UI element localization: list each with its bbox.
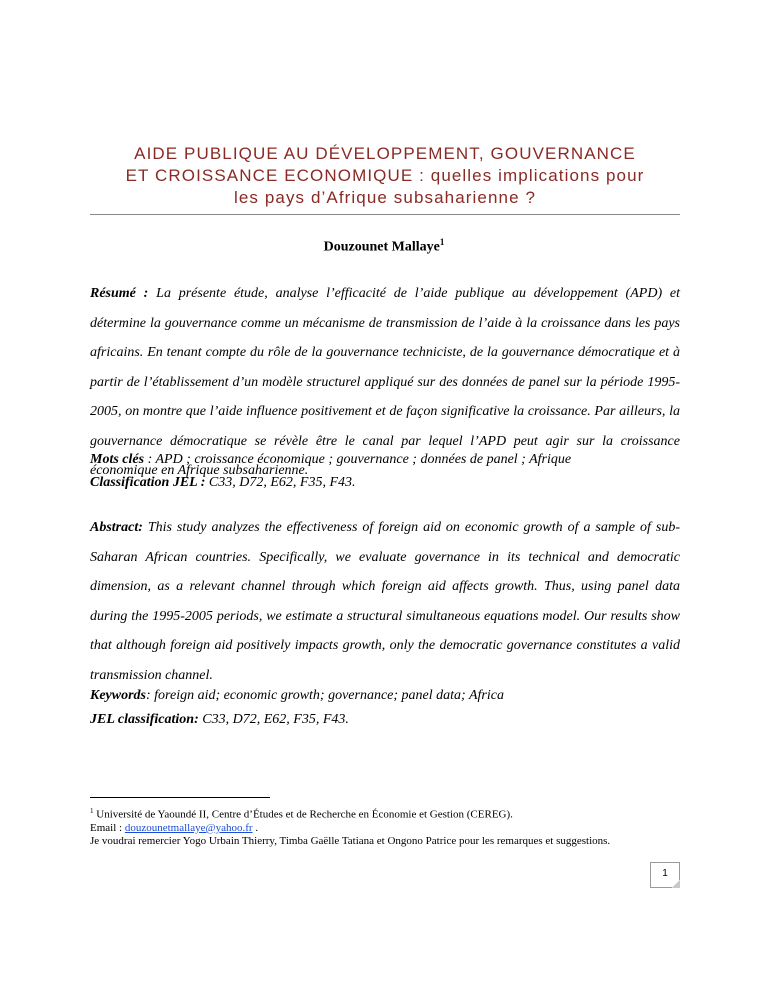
resume-label: Résumé :	[90, 286, 149, 301]
keywords	[90, 688, 680, 704]
footnote	[90, 805, 680, 848]
keywords-text: : foreign aid; economic growth; governance; panel data; Africa	[146, 688, 504, 703]
paper-title	[90, 143, 680, 209]
classification-fr-text: C33, D72, E62, F35, F43.	[205, 475, 356, 490]
footnote-email-label: Email :	[90, 821, 125, 834]
classification-en-label: JEL classification:	[90, 712, 199, 727]
mots-cles	[90, 452, 680, 468]
title-line-1: AIDE PUBLIQUE AU DÉVELOPPEMENT, GOUVERNANCE	[134, 144, 636, 163]
mots-cles-text: : APD ; croissance économique ; gouvernance ; données de panel ; Afrique	[144, 452, 572, 467]
abstract-text: This study analyzes the effectiveness of foreign aid on economic growth of a sample of sub-Saharan African countries. Specifically, we evaluate governance in its technical and democratic dimension, as a relevant channel through which foreign aid affects growth. Thus, using panel data during the 1995-2005 periods, we estimate a structural simultaneous equations model. Our results show that although foreign aid positively impacts growth, only the democratic governance constitutes a valid transmission channel.	[90, 520, 680, 683]
email-link[interactable]: douzounetmallaye@yahoo.fr	[124, 821, 253, 834]
classification-en	[90, 712, 680, 728]
title-line-2: ET CROISSANCE ECONOMIQUE : quelles implications pour	[125, 166, 645, 185]
keywords-label: Keywords	[90, 688, 146, 703]
title-line-3: les pays d’Afrique subsaharienne ?	[233, 188, 536, 207]
classification-fr-label: Classification JEL :	[90, 475, 206, 490]
abstract-paragraph	[90, 513, 680, 690]
author-footnote-marker: 1	[439, 237, 445, 247]
title-divider	[90, 214, 680, 215]
footnote-marker: 1	[90, 807, 94, 815]
abstract-label: Abstract:	[90, 520, 143, 535]
classification-en-text: C33, D72, E62, F35, F43.	[198, 712, 349, 727]
footnote-affiliation: Université de Yaoundé II, Centre d’Études et de Recherche en Économie et Gestion (CEREG).	[93, 808, 513, 821]
author	[0, 237, 768, 256]
page-number: 1	[650, 862, 680, 888]
resume-text: La présente étude, analyse l’efficacité de l’aide publique au développement (APD) et détermine la gouvernance comme un mécanisme de transmission de l’aide à la croissance dans les pays africains. En tenant compte du rôle de la gouvernance techniciste, de la gouvernance démocratique et à partir de l’établissement d’un modèle structurel appliqué sur des données de panel sur la période 1995-2005, on montre que l’aide influence positivement et de façon significative la croissance. Par ailleurs, la gouvernance démocratique se révèle être le canal par lequel l’APD peut agir sur la croissance économique en Afrique subsaharienne.	[90, 286, 680, 478]
footnote-thanks: Je voudrai remercier Yogo Urbain Thierry, Timba Gaëlle Tatiana et Ongono Patrice pour les remarques et suggestions.	[90, 834, 611, 847]
footnote-email-after: .	[252, 821, 259, 834]
footnote-divider	[90, 797, 270, 798]
author-name: Douzounet Mallaye	[323, 239, 440, 255]
classification-fr	[90, 475, 680, 491]
mots-cles-label: Mots clés	[90, 452, 145, 467]
